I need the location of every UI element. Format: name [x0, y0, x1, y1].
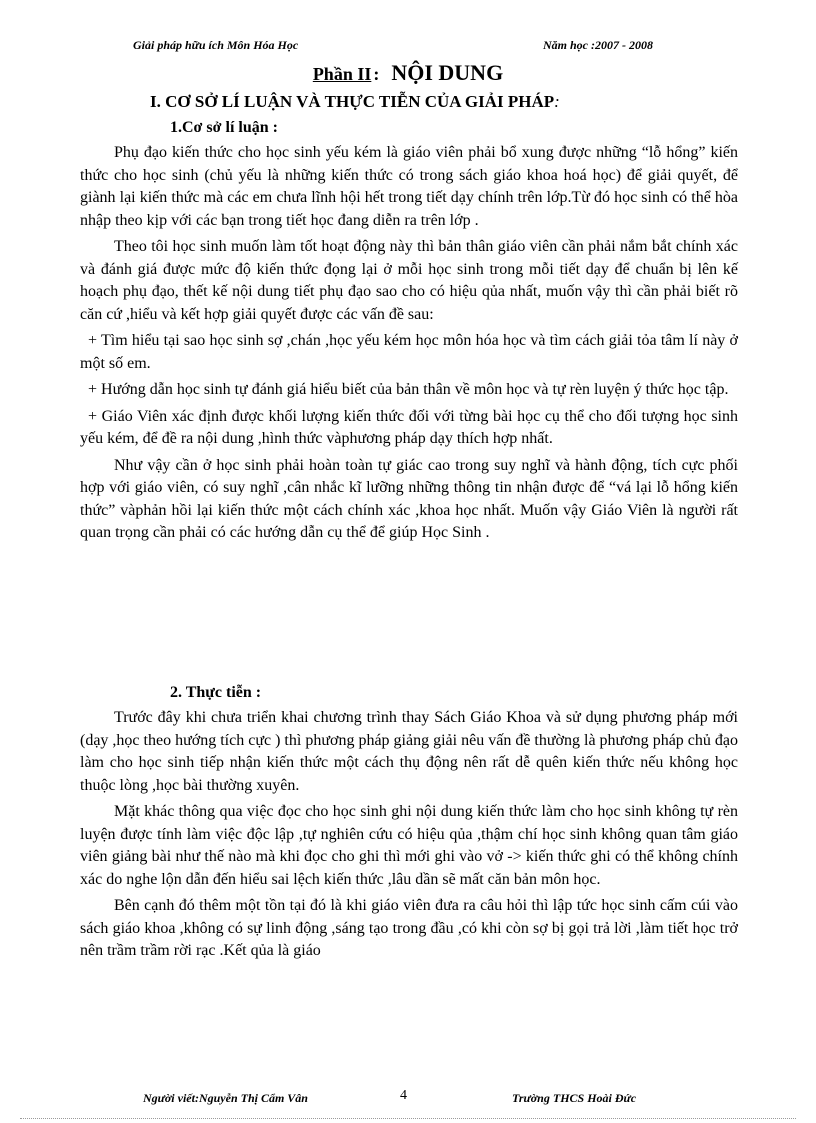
part-label: Phần II — [312, 64, 372, 84]
part-colon: : — [373, 64, 380, 84]
footer-page-number: 4 — [400, 1088, 407, 1103]
subsection-2-title: 2. Thực tiễn : — [170, 684, 262, 701]
bullet-paragraph: + Tìm hiểu tại sao học sinh sợ ,chán ,học yếu kém học môn hóa học và tìm cách giải tỏa tâm lí này ở một số em. — [80, 332, 738, 372]
paragraph: Bên cạnh đó thêm một tồn tại đó là khi giáo viên đưa ra câu hỏi thì lập tức học sinh cấm cúi vào sách giáo khoa ,không có sự linh động ,sáng tạo trong đầu ,có khi còn sợ bị gọi trả lời ,làm tiết học trở nên trầm trầm rời rạc .Kết qủa là giáo — [80, 897, 738, 959]
bullet-paragraph: + Giáo Viên xác định được khối lượng kiến thức đối với từng bài học cụ thể cho đối tượng học sinh yếu kém, để đề ra nội dung ,hình thức vàphương pháp dạy thích hợp nhất. — [80, 407, 738, 447]
body-block-2 — [80, 707, 738, 967]
paragraph: Mặt khác thông qua việc đọc cho học sinh ghi nội dung kiến thức làm cho học sinh không tự rèn luyện được tính làm việc độc lập ,tự nghiên cứu có hiệu qủa ,thậm chí học sinh không quan tâm giáo viên giảng bài như thế nào mà khi đọc cho ghi thì mới ghi vào vở -> kiến thức ghi có thể không chính xác do nghe lộn dẫn đến hiểu sai lệch kiến thức ,lâu dần sẽ mất căn bản môn học. — [80, 803, 738, 888]
section-title-trail: : — [554, 92, 560, 111]
footer-school: Trường THCS Hoài Đức — [512, 1091, 637, 1105]
header-right-text: Năm học :2007 - 2008 — [543, 38, 653, 52]
paragraph: Trước đây khi chưa triển khai chương trình thay Sách Giáo Khoa và sử dụng phương pháp mới (dạy ,học theo hướng tích cực ) thì phương pháp giảng giải nêu vấn đề thường là phương pháp chủ đạo làm cho học sinh tiếp nhận kiến thức một cách thụ động nên rất dễ quên kiến thức nếu không học thuộc lòng ,học bài thường xuyên. — [80, 709, 738, 794]
header-left-text: Giải pháp hữu ích Môn Hóa Học — [133, 38, 299, 52]
part-name: NỘI DUNG — [391, 60, 504, 85]
subsection-1-title: 1.Cơ sở lí luận : — [170, 119, 278, 136]
page-bottom-divider — [20, 1118, 796, 1119]
body-block-1 — [80, 142, 738, 549]
paragraph: Phụ đạo kiến thức cho học sinh yếu kém là giáo viên phải bổ xung được những “lỗ hổng” kiến thức cho học sinh (chủ yếu là những kiến thức có trong sách giáo khoa hoá học) để giải quyết, để giành lại kiến thức mà các em chưa lĩnh hội hết trong tiết dạy chính trên lớp.Từ đó học sinh có thể hòa nhập theo kịp với các bạn trong tiết học đang diễn ra trên lớp . — [80, 144, 738, 229]
paragraph: Như vậy cần ở học sinh phải hoàn toàn tự giác cao trong suy nghĩ và hành động, tích cực phối hợp với giáo viên, có suy nghĩ ,cân nhắc kĩ lưỡng những thông tin nhận được để “vá lại lỗ hổng kiến thức” vàphản hồi lại kiến thức một cách chính xác ,khoa học nhất. Muốn vậy Giáo Viên là người rất quan trọng cần phải có các hướng dẫn cụ thể để giúp Học Sinh . — [80, 456, 738, 541]
footer-author: Người viết:Nguyễn Thị Cẩm Vân — [143, 1091, 308, 1105]
section-title-text: I. CƠ SỞ LÍ LUẬN VÀ THỰC TIỄN CỦA GIẢI PHÁP — [150, 92, 555, 111]
section-title — [150, 92, 560, 112]
part-heading — [0, 60, 816, 86]
bullet-paragraph: + Hướng dẫn học sinh tự đánh giá hiểu biết của bản thân về môn học và tự rèn luyện ý thức học tập. — [88, 381, 729, 398]
paragraph: Theo tôi học sinh muốn làm tốt hoạt động này thì bản thân giáo viên cần phải nắm bắt chính xác và đánh giá được mức độ kiến thức đọng lại ở mỗi học sinh trong mỗi tiết dạy để chuẩn bị lên kế hoạch phụ đạo, thết kế nội dung tiết phụ đạo sao cho có hiệu qủa nhất, muốn vậy thì cần phải biết rõ căn cứ ,hiểu và kết hợp giải quyết được các vấn đề sau: — [80, 238, 738, 323]
